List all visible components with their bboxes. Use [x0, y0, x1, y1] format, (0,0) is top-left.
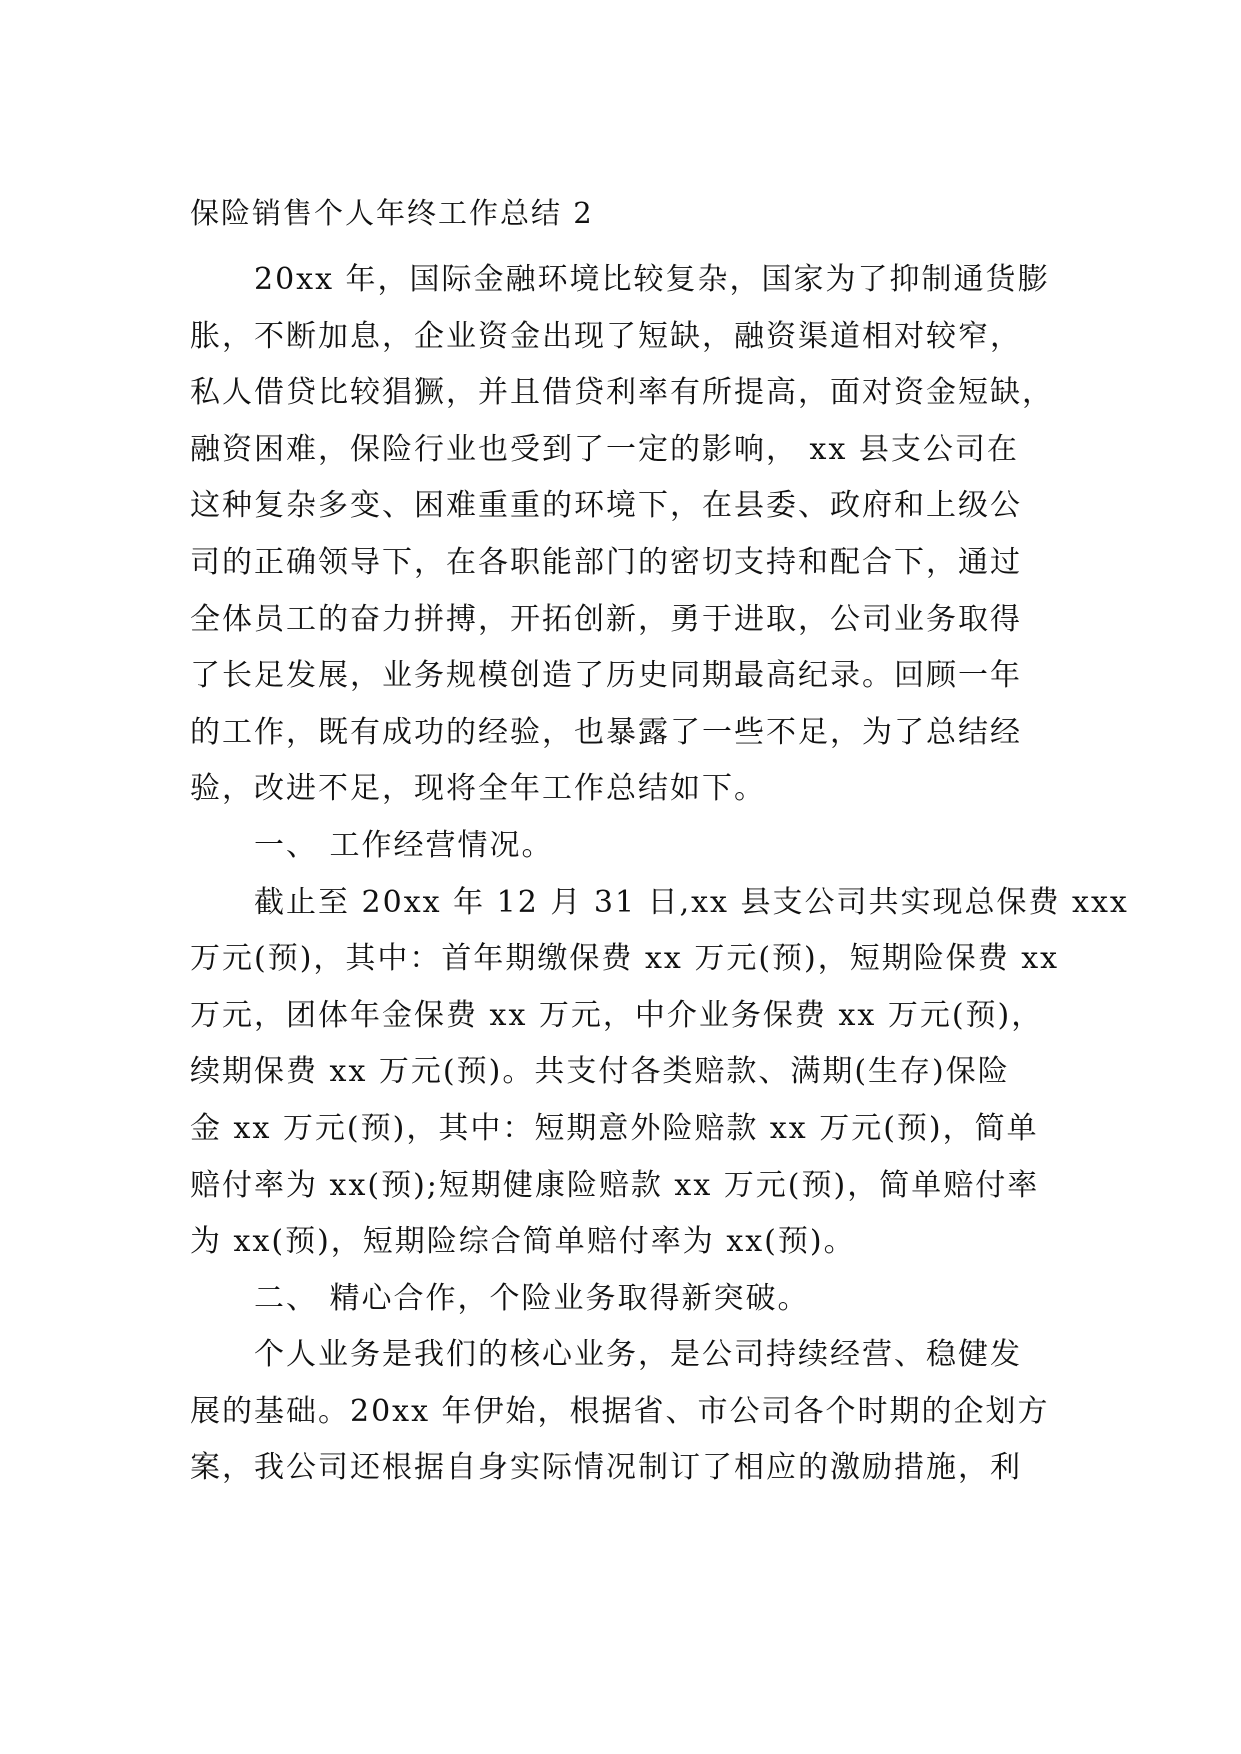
- heading-text: 一、 工作经营情况。: [254, 827, 554, 863]
- paragraph-individual-business: [190, 1327, 1050, 1497]
- text-line: 续期保费 xx 万元(预)。共支付各类赔款、满期(生存)保险: [190, 1054, 1010, 1090]
- text-line: 为 xx(预)，短期险综合简单赔付率为 xx(预)。: [190, 1224, 856, 1260]
- text-line: 全体员工的奋力拼搏，开拓创新，勇于进取，公司业务取得: [190, 601, 1022, 637]
- text-line: 了长足发展，业务规模创造了历史同期最高纪录。回顾一年: [190, 658, 1022, 694]
- text-line: 20xx 年，国际金融环境比较复杂，国家为了抑制通货膨: [254, 262, 1050, 297]
- paragraph-intro: [190, 252, 1054, 818]
- text-line: 融资困难，保险行业也受到了一定的影响， xx 县支公司在: [190, 431, 1019, 467]
- text-line: 万元，团体年金保费 xx 万元，中介业务保费 xx 万元(预)，: [190, 997, 1044, 1033]
- text-line: 验，改进不足，现将全年工作总结如下。: [190, 771, 766, 807]
- text-line: 胀，不断加息，企业资金出现了短缺，融资渠道相对较窄，: [190, 318, 1022, 354]
- section-heading-1: [190, 818, 1050, 875]
- paragraph-operations: [190, 875, 1129, 1271]
- document-title: 保险销售个人年终工作总结 2: [190, 196, 594, 230]
- text-line: 赔付率为 xx(预);短期健康险赔款 xx 万元(预)，简单赔付率: [190, 1167, 1040, 1203]
- text-line: 这种复杂多变、困难重重的环境下，在县委、政府和上级公: [190, 488, 1022, 524]
- section-heading-2: [190, 1271, 1050, 1328]
- text-line: 案，我公司还根据自身实际情况制订了相应的激励措施，利: [190, 1450, 1022, 1486]
- text-line: 司的正确领导下，在各职能部门的密切支持和配合下，通过: [190, 544, 1022, 580]
- document-body: [190, 252, 1129, 1497]
- text-line: 个人业务是我们的核心业务，是公司持续经营、稳健发: [254, 1337, 1022, 1373]
- text-line: 私人借贷比较猖獗，并且借贷利率有所提高，面对资金短缺，: [190, 375, 1054, 411]
- text-line: 金 xx 万元(预)，其中：短期意外险赔款 xx 万元(预)，简单: [190, 1110, 1039, 1146]
- text-line: 截止至 20xx 年 12 月 31 日,xx 县支公司共实现总保费 xxx: [254, 884, 1129, 920]
- text-line: 的工作，既有成功的经验，也暴露了一些不足，为了总结经: [190, 714, 1022, 750]
- text-line: 展的基础。20xx 年伊始，根据省、市公司各个时期的企划方: [190, 1393, 1050, 1429]
- heading-text: 二、 精心合作，个险业务取得新突破。: [254, 1280, 810, 1316]
- text-line: 万元(预)，其中：首年期缴保费 xx 万元(预)，短期险保费 xx: [190, 941, 1060, 977]
